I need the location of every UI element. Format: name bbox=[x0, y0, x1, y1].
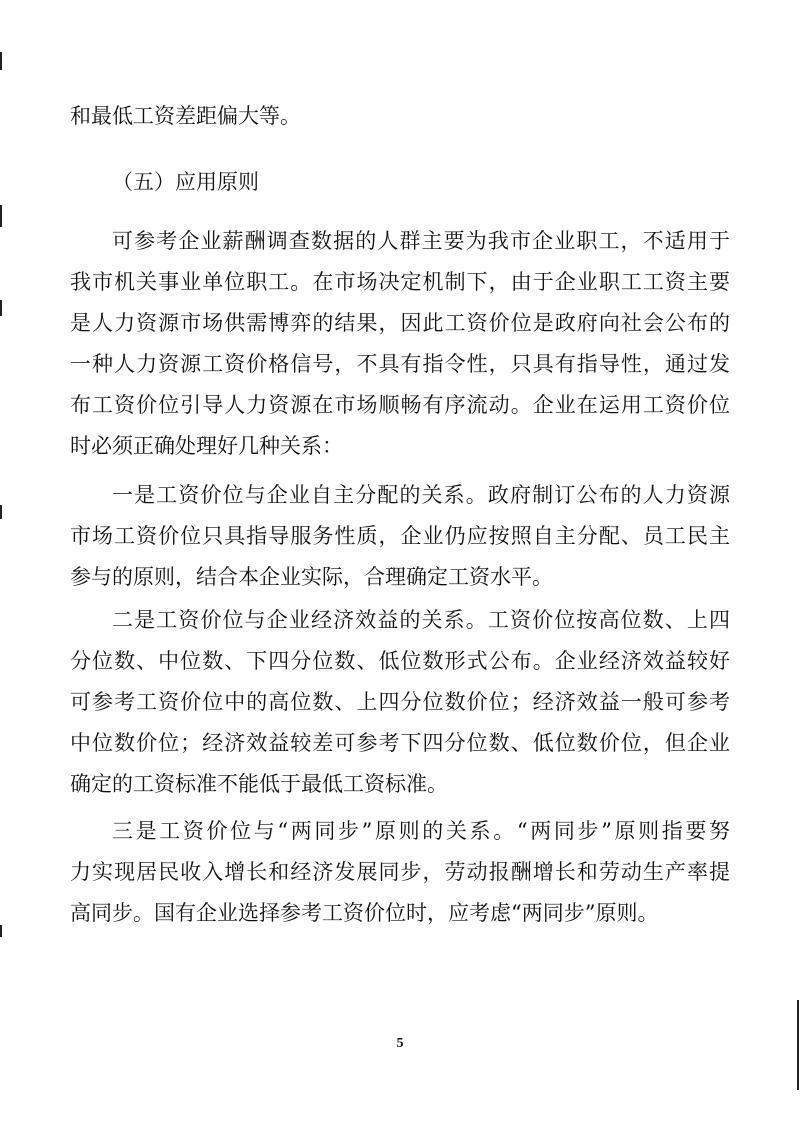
text-line: 时必须正确处理好几种关系： bbox=[70, 434, 343, 458]
scan-edge-mark bbox=[0, 205, 2, 227]
page-number: 5 bbox=[396, 1036, 404, 1051]
text-line: 和最低工资差距偏大等。 bbox=[70, 104, 301, 128]
section-heading bbox=[70, 162, 730, 203]
text-line: 可参考企业薪酬调查数据的人群主要为我市企业职工，不适用于 bbox=[112, 229, 730, 253]
paragraph-relation-one bbox=[70, 475, 730, 598]
text-line: 市场工资价位只具指导服务性质，企业仍应按照自主分配、员工民主 bbox=[70, 524, 730, 548]
scan-edge-mark bbox=[0, 505, 2, 519]
text-line: 三是工资价位与“两同步”原则的关系。“两同步”原则指要努 bbox=[112, 819, 730, 843]
section-heading-text: （五）应用原则 bbox=[112, 170, 259, 194]
text-line: 我市机关事业单位职工。在市场决定机制下，由于企业职工工资主要 bbox=[70, 270, 730, 294]
text-line: 是人力资源市场供需博弈的结果，因此工资价位是政府向社会公布的 bbox=[70, 311, 730, 335]
continued-paragraph bbox=[70, 96, 730, 137]
text-line: 二是工资价位与企业经济效益的关系。工资价位按高位数、上四 bbox=[112, 608, 730, 632]
text-line: 高同步。国有企业选择参考工资价位时，应考虑“两同步”原则。 bbox=[70, 901, 659, 925]
scan-edge-mark bbox=[0, 925, 2, 937]
text-line: 一是工资价位与企业自主分配的关系。政府制订公布的人力资源 bbox=[112, 483, 730, 507]
text-line: 确定的工资标准不能低于最低工资标准。 bbox=[70, 772, 448, 796]
scan-edge-mark bbox=[0, 300, 2, 316]
text-line: 一种人力资源工资价格信号，不具有指令性，只具有指导性，通过发 bbox=[70, 352, 730, 376]
paragraph-relation-three bbox=[70, 811, 730, 934]
paragraph-scope bbox=[70, 221, 730, 467]
text-line: 力实现居民收入增长和经济发展同步，劳动报酬增长和劳动生产率提 bbox=[70, 860, 730, 884]
text-line: 可参考工资价位中的高位数、上四分位数价位；经济效益一般可参考 bbox=[70, 690, 730, 714]
scan-edge-mark bbox=[0, 52, 2, 70]
text-line: 中位数价位；经济效益较差可参考下四分位数、低位数价位，但企业 bbox=[70, 731, 730, 755]
paragraph-relation-two bbox=[70, 600, 730, 805]
text-line: 分位数、中位数、下四分位数、低位数形式公布。企业经济效益较好 bbox=[70, 649, 730, 673]
text-line: 布工资价位引导人力资源在市场顺畅有序流动。企业在运用工资价位 bbox=[70, 393, 730, 417]
text-line: 参与的原则，结合本企业实际，合理确定工资水平。 bbox=[70, 565, 553, 589]
